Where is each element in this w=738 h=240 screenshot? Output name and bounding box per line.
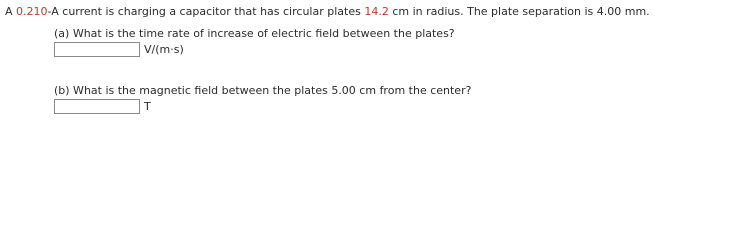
problem-prefix: A: [5, 5, 17, 18]
radius-value: 14.2: [364, 5, 389, 18]
current-value: 0.210: [16, 5, 48, 18]
part-a-unit: V/(m·s): [144, 43, 184, 56]
part-a-answer-row: [54, 42, 184, 57]
part-a-question: (a) What is the time rate of increase of electric field between the plates?: [54, 27, 455, 40]
part-b-answer-row: [54, 99, 151, 114]
problem-text-1: -A current is charging a capacitor that has circular plates: [47, 5, 365, 18]
problem-text-2: cm in radius. The plate separation is 4.00 mm.: [388, 5, 650, 18]
part-b-unit: T: [144, 100, 151, 113]
part-b-answer-input[interactable]: [54, 99, 140, 114]
part-b-question: (b) What is the magnetic field between the plates 5.00 cm from the center?: [54, 84, 472, 97]
problem-statement: [5, 5, 650, 18]
part-a-answer-input[interactable]: [54, 42, 140, 57]
